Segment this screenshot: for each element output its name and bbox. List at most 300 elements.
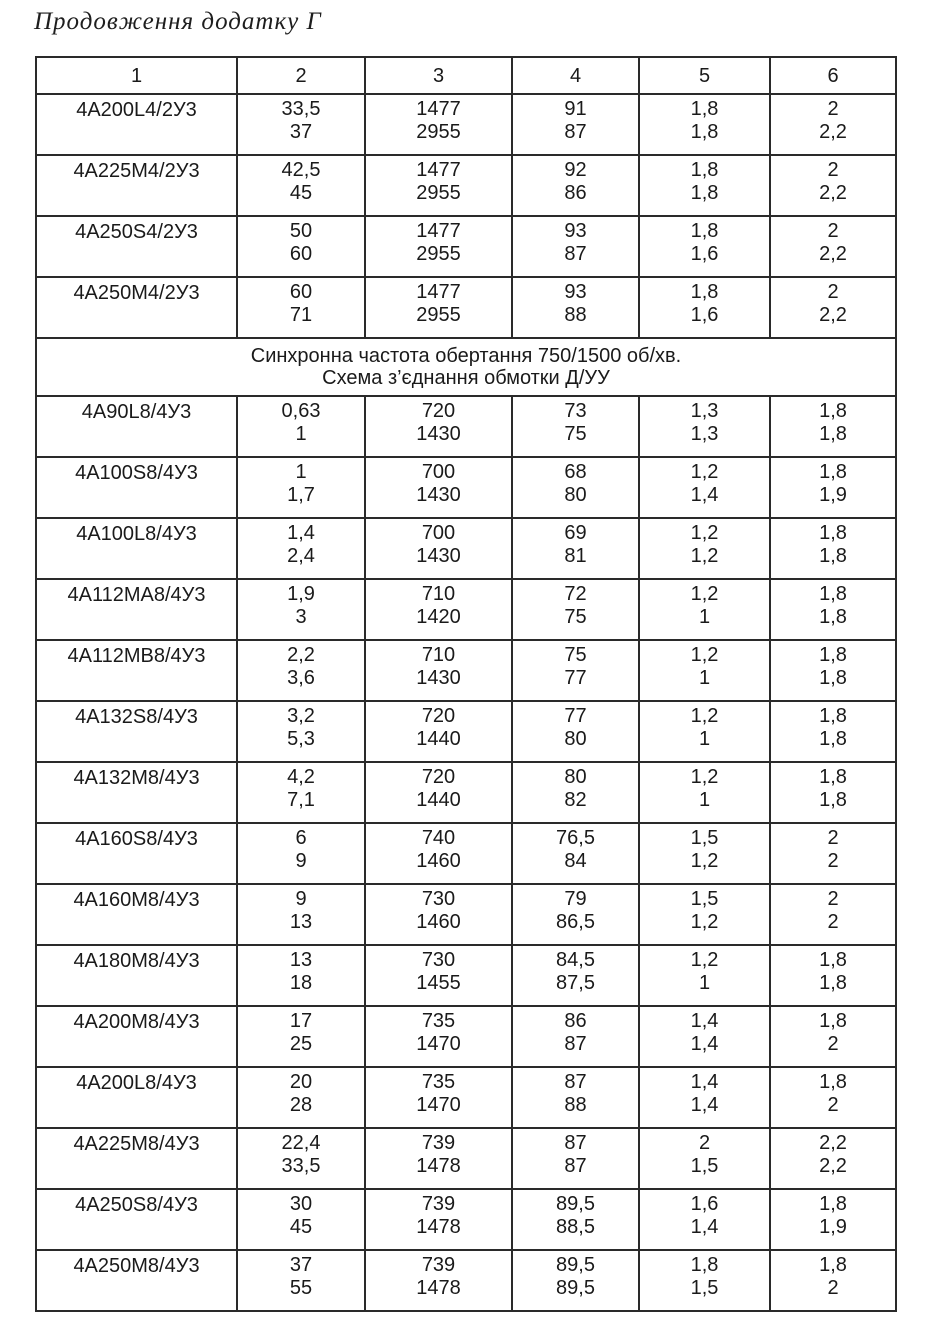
cell-value: 84,5	[556, 949, 595, 971]
column-header: 2	[237, 57, 365, 94]
cell-value: 2,2	[819, 1132, 847, 1154]
table-row	[36, 457, 896, 518]
cell-value: 1460	[416, 850, 461, 872]
cell-value: 60	[289, 281, 313, 303]
value-cell-c6	[770, 762, 896, 823]
value-cell-c4	[512, 1189, 639, 1250]
cell-value: 1,2	[690, 911, 719, 933]
cell-value: 84	[564, 850, 587, 872]
cell-value: 1,5	[690, 827, 719, 849]
cell-value: 1,8	[819, 400, 847, 422]
cell-value: 1,8	[690, 281, 719, 303]
cell-value: 80	[564, 728, 587, 750]
cell-value: 28	[289, 1094, 313, 1116]
value-cell-c6	[770, 216, 896, 277]
cell-value: 1,2	[690, 545, 719, 567]
value-cell-c3	[365, 277, 512, 338]
cell-value: 6	[295, 827, 307, 849]
cell-value: 1,8	[819, 461, 847, 483]
value-cell-c4	[512, 579, 639, 640]
cell-value: 86	[564, 1010, 587, 1032]
cell-value: 60	[289, 243, 313, 265]
value-cell-c3	[365, 396, 512, 457]
cell-value: 1,2	[690, 850, 719, 872]
table-row	[36, 823, 896, 884]
motor-type-cell: 4A180M8/4У3	[36, 945, 237, 1006]
table-row	[36, 945, 896, 1006]
page-title: Продовження додатку Г	[34, 8, 322, 35]
value-cell-c5	[639, 884, 770, 945]
cell-value: 1,7	[287, 484, 315, 506]
cell-value: 77	[564, 667, 587, 689]
value-cell-c5	[639, 1006, 770, 1067]
value-cell-c5	[639, 762, 770, 823]
table-row	[36, 1250, 896, 1311]
cell-value: 1,8	[819, 423, 847, 445]
value-cell-c3	[365, 94, 512, 155]
cell-value: 739	[421, 1193, 456, 1215]
cell-value: 1	[698, 606, 711, 628]
value-cell-c5	[639, 1067, 770, 1128]
cell-value: 1,8	[819, 545, 847, 567]
value-cell-c3	[365, 216, 512, 277]
value-cell-c6	[770, 155, 896, 216]
table-row	[36, 155, 896, 216]
cell-value: 1	[698, 789, 711, 811]
cell-value: 2955	[416, 121, 461, 143]
cell-value: 2955	[416, 243, 461, 265]
cell-value: 17	[289, 1010, 313, 1032]
value-cell-c4	[512, 396, 639, 457]
value-cell-c2	[237, 884, 365, 945]
cell-value: 2	[827, 888, 839, 910]
table-row	[36, 1189, 896, 1250]
value-cell-c6	[770, 884, 896, 945]
cell-value: 87	[564, 121, 587, 143]
cell-value: 18	[289, 972, 313, 994]
value-cell-c6	[770, 94, 896, 155]
cell-value: 82	[564, 789, 587, 811]
cell-value: 1,8	[819, 972, 847, 994]
cell-value: 86	[564, 182, 587, 204]
value-cell-c3	[365, 1189, 512, 1250]
cell-value: 1,2	[690, 705, 719, 727]
motor-type-cell: 4A200L4/2У3	[36, 94, 237, 155]
table-row	[36, 640, 896, 701]
cell-value: 2	[827, 159, 839, 181]
table-row	[36, 1067, 896, 1128]
cell-value: 3,2	[287, 705, 315, 727]
cell-value: 1430	[416, 484, 461, 506]
cell-value: 1,4	[690, 484, 719, 506]
value-cell-c3	[365, 457, 512, 518]
motor-data-table	[35, 56, 897, 1312]
value-cell-c6	[770, 1006, 896, 1067]
cell-value: 71	[289, 304, 313, 326]
value-cell-c6	[770, 277, 896, 338]
value-cell-c6	[770, 1189, 896, 1250]
value-cell-c3	[365, 1128, 512, 1189]
table-row	[36, 94, 896, 155]
cell-value: 79	[564, 888, 587, 910]
motor-type-cell: 4A160M8/4У3	[36, 884, 237, 945]
cell-value: 1,2	[690, 949, 719, 971]
cell-value: 1478	[416, 1216, 461, 1238]
cell-value: 37	[289, 121, 313, 143]
motor-type-cell: 4A100S8/4У3	[36, 457, 237, 518]
cell-value: 1	[295, 461, 307, 483]
value-cell-c2	[237, 1189, 365, 1250]
cell-value: 1,8	[819, 1010, 847, 1032]
cell-value: 720	[421, 766, 456, 788]
cell-value: 89,5	[556, 1254, 595, 1276]
cell-value: 4,2	[287, 766, 315, 788]
cell-value: 1,4	[690, 1010, 719, 1032]
cell-value: 2	[827, 911, 839, 933]
value-cell-c5	[639, 216, 770, 277]
motor-type-cell: 4A132M8/4У3	[36, 762, 237, 823]
cell-value: 730	[421, 888, 456, 910]
cell-value: 739	[421, 1254, 456, 1276]
value-cell-c2	[237, 1250, 365, 1311]
value-cell-c2	[237, 640, 365, 701]
cell-value: 1,8	[819, 766, 847, 788]
cell-value: 87	[564, 1033, 587, 1055]
cell-value: 2,2	[819, 304, 847, 326]
cell-value: 1,8	[819, 1071, 847, 1093]
cell-value: 2	[827, 1094, 839, 1116]
cell-value: 81	[564, 545, 587, 567]
value-cell-c3	[365, 579, 512, 640]
section-heading-line: Синхронна частота обертання 750/1500 об/хв.	[250, 345, 682, 367]
value-cell-c4	[512, 277, 639, 338]
cell-value: 1,4	[690, 1094, 719, 1116]
cell-value: 1,8	[819, 949, 847, 971]
value-cell-c4	[512, 1128, 639, 1189]
cell-value: 1477	[416, 159, 461, 181]
value-cell-c2	[237, 701, 365, 762]
cell-value: 1,5	[690, 1277, 719, 1299]
value-cell-c4	[512, 1006, 639, 1067]
cell-value: 1440	[416, 789, 461, 811]
cell-value: 1,8	[690, 159, 719, 181]
motor-type-cell: 4A200M8/4У3	[36, 1006, 237, 1067]
value-cell-c6	[770, 1128, 896, 1189]
value-cell-c4	[512, 457, 639, 518]
cell-value: 1430	[416, 667, 461, 689]
cell-value: 1,4	[690, 1033, 719, 1055]
value-cell-c6	[770, 1250, 896, 1311]
value-cell-c5	[639, 945, 770, 1006]
cell-value: 1,5	[690, 888, 719, 910]
cell-value: 33,5	[281, 98, 321, 120]
cell-value: 1,8	[690, 220, 719, 242]
table-row	[36, 762, 896, 823]
value-cell-c5	[639, 457, 770, 518]
cell-value: 2	[827, 220, 839, 242]
cell-value: 20	[289, 1071, 313, 1093]
cell-value: 1,8	[819, 705, 847, 727]
cell-value: 720	[421, 705, 456, 727]
cell-value: 700	[421, 522, 456, 544]
cell-value: 87,5	[556, 972, 595, 994]
value-cell-c5	[639, 579, 770, 640]
cell-value: 89,5	[556, 1193, 595, 1215]
cell-value: 45	[289, 1216, 313, 1238]
cell-value: 1,8	[690, 1254, 719, 1276]
motor-type-cell: 4A90L8/4У3	[36, 396, 237, 457]
cell-value: 1478	[416, 1277, 461, 1299]
cell-value: 1,8	[690, 182, 719, 204]
value-cell-c4	[512, 1067, 639, 1128]
cell-value: 2,2	[819, 182, 847, 204]
value-cell-c6	[770, 396, 896, 457]
value-cell-c2	[237, 1067, 365, 1128]
cell-value: 2	[827, 98, 839, 120]
cell-value: 1478	[416, 1155, 461, 1177]
cell-value: 735	[421, 1071, 456, 1093]
cell-value: 75	[564, 423, 587, 445]
column-header: 1	[36, 57, 237, 94]
cell-value: 33,5	[281, 1155, 321, 1177]
cell-value: 1,8	[819, 606, 847, 628]
value-cell-c2	[237, 396, 365, 457]
cell-value: 69	[564, 522, 587, 544]
column-header: 3	[365, 57, 512, 94]
cell-value: 87	[564, 1132, 587, 1154]
value-cell-c3	[365, 701, 512, 762]
cell-value: 1,3	[690, 423, 719, 445]
table-row	[36, 277, 896, 338]
cell-value: 1,9	[287, 583, 315, 605]
cell-value: 1477	[416, 98, 461, 120]
cell-value: 55	[289, 1277, 313, 1299]
value-cell-c4	[512, 1250, 639, 1311]
value-cell-c2	[237, 1006, 365, 1067]
cell-value: 7,1	[287, 789, 315, 811]
motor-type-cell: 4A160S8/4У3	[36, 823, 237, 884]
value-cell-c6	[770, 823, 896, 884]
cell-value: 93	[564, 281, 587, 303]
table-row	[36, 1006, 896, 1067]
motor-type-cell: 4A250S8/4У3	[36, 1189, 237, 1250]
value-cell-c4	[512, 155, 639, 216]
value-cell-c3	[365, 884, 512, 945]
cell-value: 2	[827, 281, 839, 303]
value-cell-c5	[639, 396, 770, 457]
motor-type-cell: 4A112MA8/4У3	[36, 579, 237, 640]
cell-value: 45	[289, 182, 313, 204]
cell-value: 72	[564, 583, 587, 605]
cell-value: 1,3	[690, 400, 719, 422]
cell-value: 42,5	[281, 159, 321, 181]
cell-value: 1	[698, 972, 711, 994]
motor-type-cell: 4A132S8/4У3	[36, 701, 237, 762]
value-cell-c3	[365, 1006, 512, 1067]
cell-value: 3,6	[287, 667, 315, 689]
cell-value: 2,2	[819, 243, 847, 265]
value-cell-c5	[639, 701, 770, 762]
cell-value: 2	[827, 1277, 839, 1299]
value-cell-c5	[639, 823, 770, 884]
cell-value: 86,5	[556, 911, 595, 933]
motor-type-cell: 4A250M8/4У3	[36, 1250, 237, 1311]
value-cell-c2	[237, 762, 365, 823]
cell-value: 1477	[416, 220, 461, 242]
cell-value: 1,2	[690, 766, 719, 788]
cell-value: 77	[564, 705, 587, 727]
cell-value: 9	[295, 850, 307, 872]
value-cell-c3	[365, 518, 512, 579]
cell-value: 92	[564, 159, 587, 181]
cell-value: 1,6	[690, 304, 719, 326]
header-row	[36, 57, 896, 94]
value-cell-c2	[237, 823, 365, 884]
value-cell-c4	[512, 945, 639, 1006]
cell-value: 1,2	[690, 644, 719, 666]
value-cell-c3	[365, 945, 512, 1006]
motor-type-cell: 4A225M4/2У3	[36, 155, 237, 216]
column-header: 6	[770, 57, 896, 94]
section-heading	[36, 338, 896, 396]
table-row	[36, 884, 896, 945]
cell-value: 22,4	[281, 1132, 321, 1154]
cell-value: 1470	[416, 1094, 461, 1116]
value-cell-c3	[365, 1250, 512, 1311]
cell-value: 5,3	[287, 728, 315, 750]
value-cell-c5	[639, 1250, 770, 1311]
value-cell-c5	[639, 94, 770, 155]
cell-value: 91	[564, 98, 587, 120]
cell-value: 87	[564, 1155, 587, 1177]
cell-value: 1,8	[819, 583, 847, 605]
cell-value: 1,4	[287, 522, 315, 544]
value-cell-c5	[639, 518, 770, 579]
value-cell-c2	[237, 277, 365, 338]
cell-value: 2	[827, 1033, 839, 1055]
value-cell-c6	[770, 945, 896, 1006]
cell-value: 68	[564, 461, 587, 483]
cell-value: 1430	[416, 545, 461, 567]
cell-value: 1,9	[819, 484, 847, 506]
cell-value: 730	[421, 949, 456, 971]
value-cell-c5	[639, 1128, 770, 1189]
cell-value: 1,5	[690, 1155, 719, 1177]
cell-value: 88,5	[556, 1216, 595, 1238]
cell-value: 740	[421, 827, 456, 849]
value-cell-c2	[237, 518, 365, 579]
column-header: 4	[512, 57, 639, 94]
cell-value: 1,8	[819, 1193, 847, 1215]
cell-value: 50	[289, 220, 313, 242]
cell-value: 1,9	[819, 1216, 847, 1238]
cell-value: 75	[564, 606, 587, 628]
cell-value: 735	[421, 1010, 456, 1032]
cell-value: 1,2	[690, 522, 719, 544]
value-cell-c5	[639, 640, 770, 701]
value-cell-c4	[512, 518, 639, 579]
cell-value: 1440	[416, 728, 461, 750]
value-cell-c6	[770, 640, 896, 701]
cell-value: 89,5	[556, 1277, 595, 1299]
cell-value: 76,5	[556, 827, 595, 849]
cell-value: 2	[698, 1132, 711, 1154]
cell-value: 88	[564, 1094, 587, 1116]
value-cell-c2	[237, 155, 365, 216]
cell-value: 0,63	[281, 400, 321, 422]
cell-value: 2	[827, 827, 839, 849]
cell-value: 1,6	[690, 243, 719, 265]
cell-value: 1,8	[819, 667, 847, 689]
table-row	[36, 701, 896, 762]
cell-value: 30	[289, 1193, 313, 1215]
cell-value: 1,8	[690, 121, 719, 143]
value-cell-c4	[512, 640, 639, 701]
table-row	[36, 579, 896, 640]
table-row	[36, 396, 896, 457]
value-cell-c5	[639, 155, 770, 216]
cell-value: 80	[564, 484, 587, 506]
cell-value: 1477	[416, 281, 461, 303]
motor-type-cell: 4A250M4/2У3	[36, 277, 237, 338]
cell-value: 37	[289, 1254, 313, 1276]
value-cell-c2	[237, 94, 365, 155]
cell-value: 1,8	[690, 98, 719, 120]
cell-value: 2955	[416, 182, 461, 204]
cell-value: 73	[564, 400, 587, 422]
cell-value: 25	[289, 1033, 313, 1055]
cell-value: 2,4	[287, 545, 315, 567]
cell-value: 1,8	[819, 522, 847, 544]
cell-value: 2,2	[819, 121, 847, 143]
cell-value: 739	[421, 1132, 456, 1154]
cell-value: 1430	[416, 423, 461, 445]
value-cell-c2	[237, 1128, 365, 1189]
cell-value: 1,8	[819, 1254, 847, 1276]
table-row	[36, 518, 896, 579]
value-cell-c6	[770, 701, 896, 762]
value-cell-c3	[365, 640, 512, 701]
cell-value: 9	[295, 888, 307, 910]
cell-value: 2	[827, 850, 839, 872]
cell-value: 1420	[416, 606, 461, 628]
value-cell-c4	[512, 762, 639, 823]
cell-value: 80	[564, 766, 587, 788]
cell-value: 700	[421, 461, 456, 483]
motor-type-cell: 4A100L8/4У3	[36, 518, 237, 579]
value-cell-c3	[365, 1067, 512, 1128]
value-cell-c6	[770, 579, 896, 640]
cell-value: 1,2	[690, 461, 719, 483]
value-cell-c6	[770, 1067, 896, 1128]
column-header: 5	[639, 57, 770, 94]
cell-value: 1,6	[690, 1193, 719, 1215]
cell-value: 1455	[416, 972, 461, 994]
cell-value: 1	[698, 728, 711, 750]
motor-type-cell: 4A250S4/2У3	[36, 216, 237, 277]
cell-value: 75	[564, 644, 587, 666]
cell-value: 1,4	[690, 1071, 719, 1093]
cell-value: 710	[421, 583, 456, 605]
cell-value: 1	[295, 423, 307, 445]
cell-value: 1	[698, 667, 711, 689]
table-row	[36, 1128, 896, 1189]
cell-value: 1,8	[819, 789, 847, 811]
section-heading-line: Схема з’єднання обмотки Д/УУ	[322, 367, 610, 389]
cell-value: 13	[289, 911, 313, 933]
value-cell-c2	[237, 216, 365, 277]
value-cell-c5	[639, 1189, 770, 1250]
